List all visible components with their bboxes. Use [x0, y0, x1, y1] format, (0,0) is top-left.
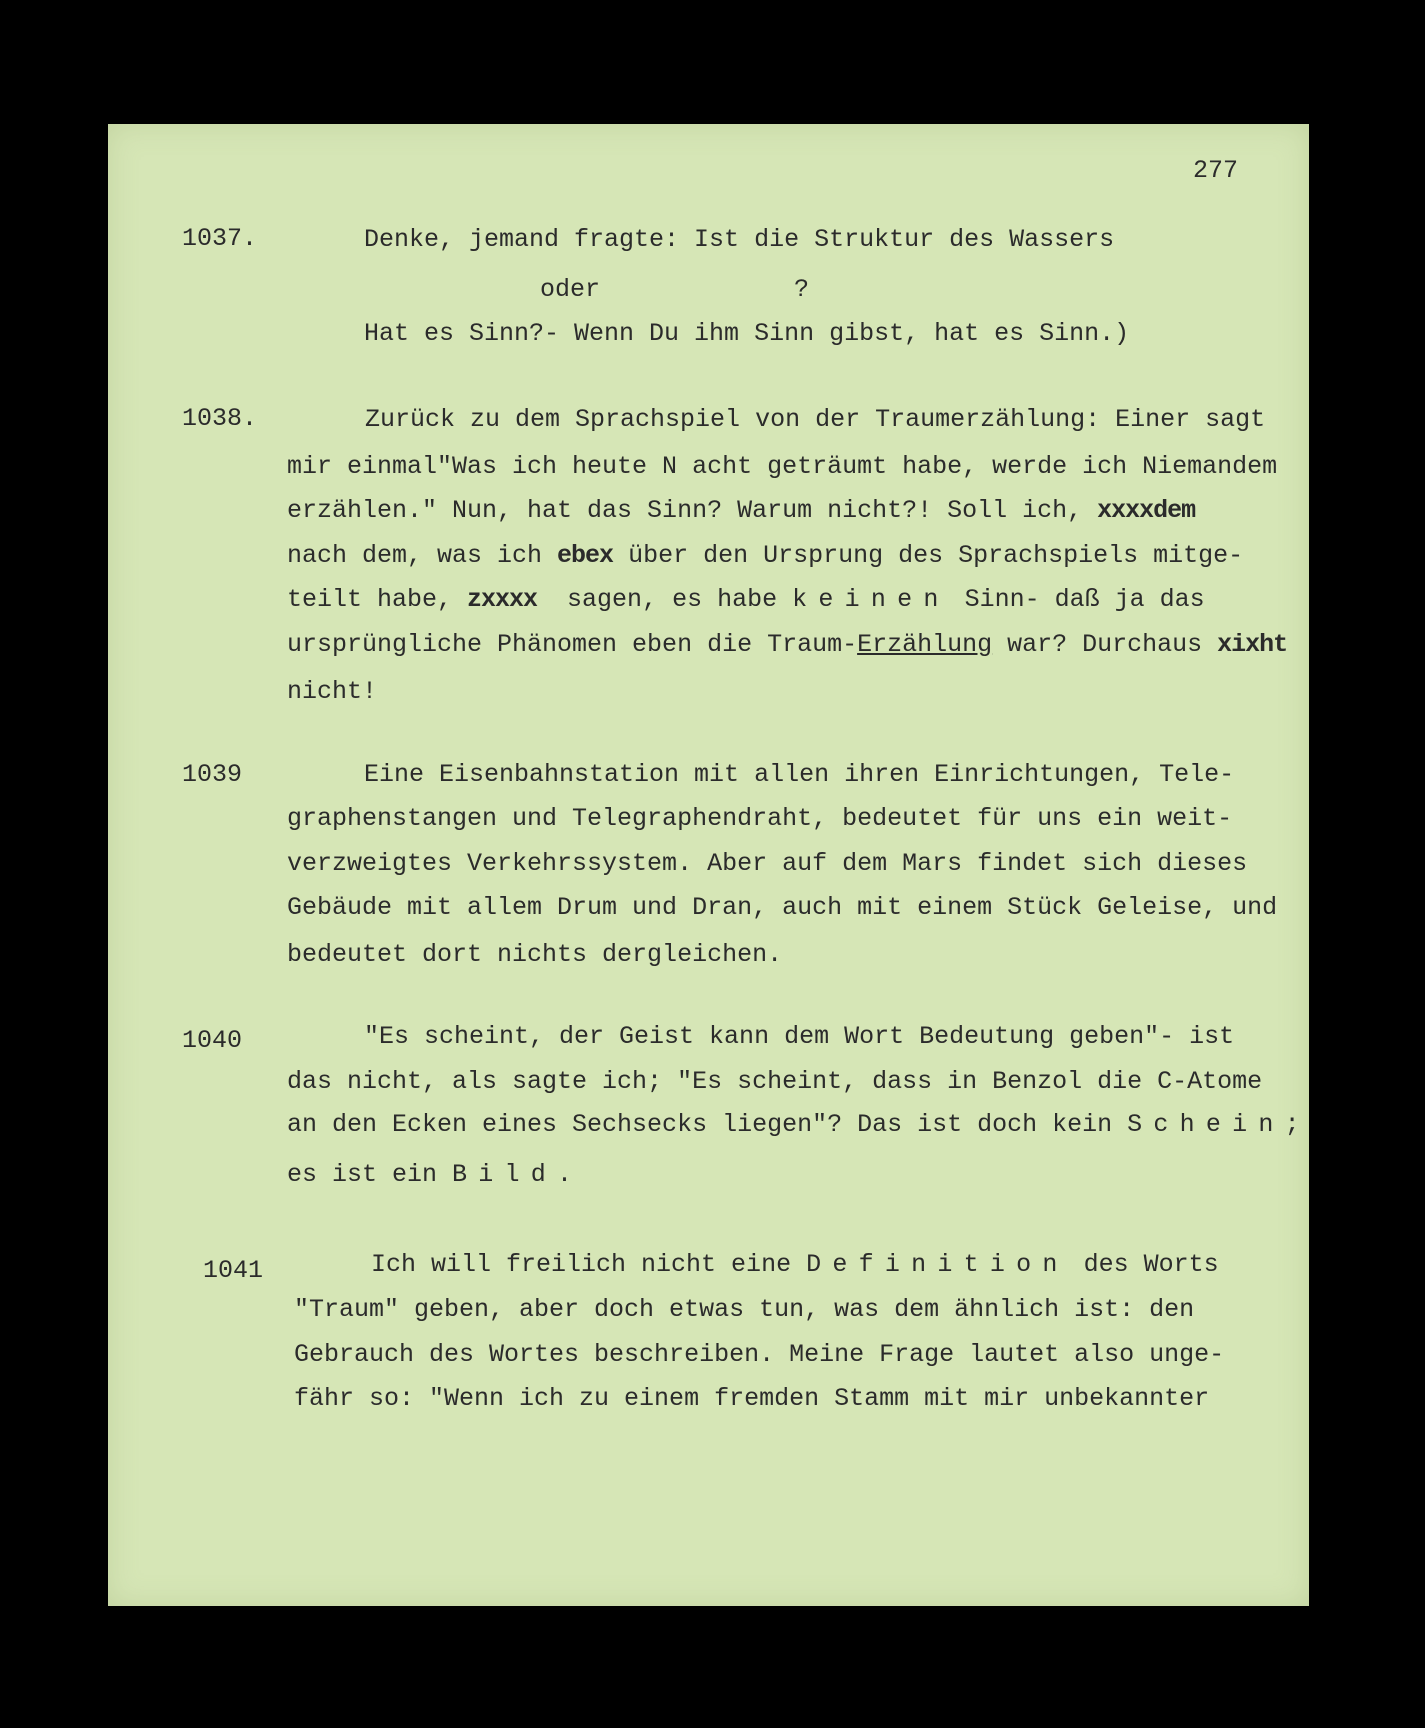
remark-1039-line-5: bedeutet dort nichts dergleichen.	[287, 940, 783, 969]
remark-1040-line-4b: .	[557, 1160, 573, 1189]
remark-1038-line-2: mir einmal"Was ich heute N acht geträumt habe, werde ich Niemandem	[287, 452, 1278, 481]
remark-1037-line-2b: ?	[794, 275, 810, 304]
remark-1038-line-4b: über den Ursprung des Sprachspiels mitge-	[613, 541, 1244, 570]
remark-1041-line-1a: Ich will freilich nicht eine	[371, 1250, 807, 1279]
remark-1041-line-3: Gebrauch des Wortes beschreiben. Meine Frage lautet also unge-	[294, 1340, 1225, 1369]
struck-word: xixht	[1217, 630, 1288, 659]
remark-1040-line-3	[287, 1112, 1300, 1137]
remark-1039-line-1: Eine Eisenbahnstation mit allen ihren Einrichtungen, Tele-	[364, 760, 1235, 789]
remark-1040-line-4	[287, 1162, 572, 1187]
remark-1038-line-3	[287, 498, 1195, 523]
remark-1038-line-4	[287, 543, 1243, 568]
remark-1039-line-3: verzweigtes Verkehrssystem. Aber auf dem Mars findet sich dieses	[287, 849, 1248, 878]
spaced-emphasis: Bild	[452, 1160, 558, 1189]
spaced-emphasis: Definition	[806, 1250, 1069, 1279]
remark-number-1041: 1041	[203, 1256, 264, 1285]
remark-1038-line-5	[287, 587, 1205, 612]
remark-1038-line-6b: war? Durchaus	[992, 630, 1218, 659]
spaced-emphasis: keinen	[792, 585, 950, 614]
remark-1040-line-3a: an den Ecken eines Sechsecks liegen"? Das ist doch kein	[287, 1110, 1128, 1139]
remark-1038-line-5c: Sinn- daß ja das	[949, 585, 1205, 614]
page-number: 277	[1193, 156, 1239, 185]
remark-1041-line-4: fähr so: "Wenn ich zu einem fremden Stamm mit mir unbekannter	[294, 1384, 1210, 1413]
remark-1038-line-5b: sagen, es habe	[537, 585, 793, 614]
remark-number-1037: 1037.	[182, 224, 258, 253]
remark-1038-line-6a: ursprüngliche Phänomen eben die Traum-	[287, 630, 858, 659]
remark-number-1040: 1040	[182, 1026, 243, 1055]
remark-1037-line-1: Denke, jemand fragte: Ist die Struktur des Wassers	[364, 225, 1115, 254]
typewritten-page	[108, 124, 1309, 1606]
remark-number-1038: 1038.	[182, 404, 258, 433]
spaced-emphasis: Schein	[1127, 1110, 1285, 1139]
struck-word: xxxxdem	[1097, 496, 1196, 525]
remark-1038-line-4a: nach dem, was ich	[287, 541, 558, 570]
remark-1040-line-4a: es ist ein	[287, 1160, 453, 1189]
remark-1040-line-2: das nicht, als sagte ich; "Es scheint, dass in Benzol die C-Atome	[287, 1067, 1263, 1096]
remark-1037-line-2a: oder	[540, 275, 601, 304]
remark-1038-line-5a: teilt habe,	[287, 585, 468, 614]
underlined-word: Erzählung	[857, 630, 993, 659]
remark-1038-line-1: Zurück zu dem Sprachspiel von der Traumerzählung: Einer sagt	[365, 405, 1266, 434]
remark-1041-line-1b: des Worts	[1068, 1250, 1219, 1279]
struck-word: ebex	[557, 541, 614, 570]
remark-1038-line-7: nicht!	[287, 677, 378, 706]
remark-1040-line-3b: ;	[1284, 1110, 1300, 1139]
struck-word: zxxxx	[467, 585, 538, 614]
remark-1041-line-2: "Traum" geben, aber doch etwas tun, was dem ähnlich ist: den	[294, 1295, 1195, 1324]
remark-1038-line-6	[287, 632, 1287, 657]
remark-number-1039: 1039	[182, 760, 243, 789]
remark-1040-line-1: "Es scheint, der Geist kann dem Wort Bedeutung geben"- ist	[364, 1022, 1235, 1051]
remark-1037-line-3: Hat es Sinn?- Wenn Du ihm Sinn gibst, hat es Sinn.)	[364, 319, 1130, 348]
remark-1038-line-3-text: erzählen." Nun, hat das Sinn? Warum nicht?! Soll ich,	[287, 496, 1098, 525]
remark-1039-line-4: Gebäude mit allem Drum und Dran, auch mit einem Stück Geleise, und	[287, 893, 1278, 922]
remark-1039-line-2: graphenstangen und Telegraphendraht, bedeutet für uns ein weit-	[287, 804, 1233, 833]
remark-1041-line-1	[371, 1252, 1219, 1277]
